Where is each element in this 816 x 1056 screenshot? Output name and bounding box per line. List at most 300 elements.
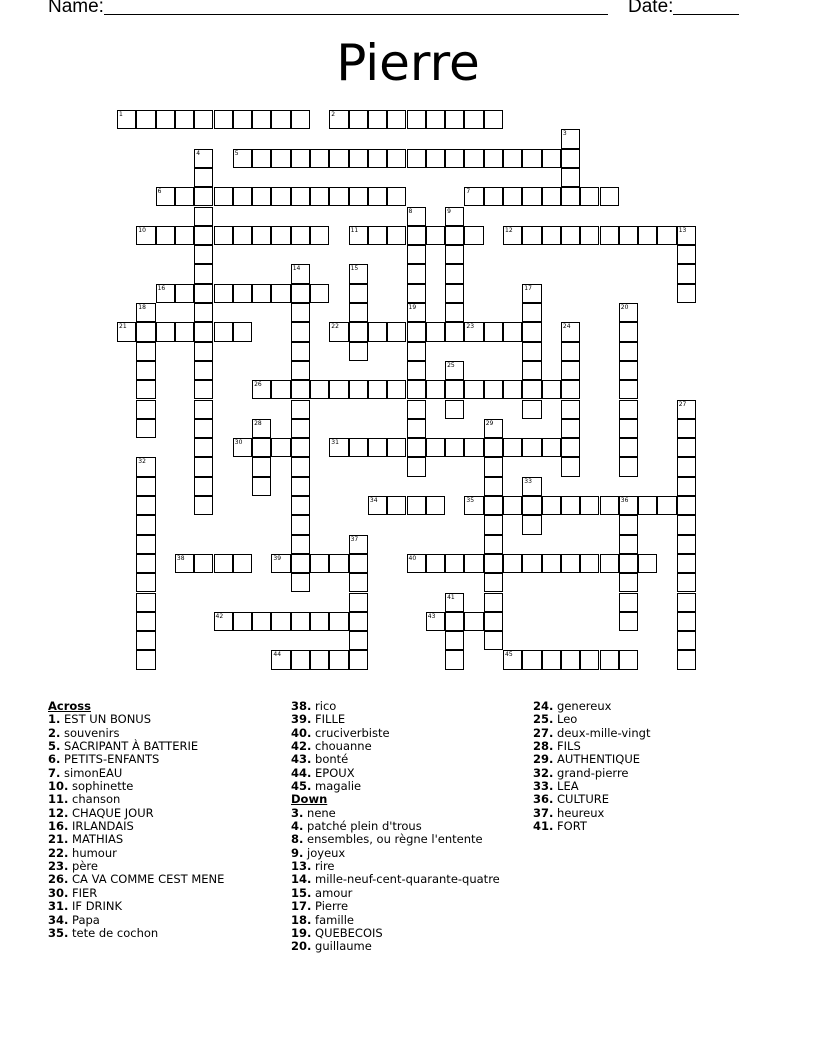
grid-cell[interactable] xyxy=(445,612,464,631)
grid-cell[interactable] xyxy=(194,187,213,206)
grid-cell[interactable] xyxy=(464,496,483,515)
grid-cell[interactable] xyxy=(194,342,213,361)
grid-cell[interactable] xyxy=(522,187,541,206)
grid-cell[interactable] xyxy=(677,650,696,669)
grid-cell[interactable] xyxy=(136,593,155,612)
grid-cell[interactable] xyxy=(484,535,503,554)
grid-cell[interactable] xyxy=(136,110,155,129)
grid-cell[interactable] xyxy=(464,554,483,573)
grid-cell[interactable] xyxy=(291,149,310,168)
grid-cell[interactable] xyxy=(600,187,619,206)
grid-cell[interactable] xyxy=(271,554,290,573)
grid-cell[interactable] xyxy=(194,168,213,187)
grid-cell[interactable] xyxy=(464,380,483,399)
grid-cell[interactable] xyxy=(136,612,155,631)
grid-cell[interactable] xyxy=(252,226,271,245)
grid-cell[interactable] xyxy=(484,322,503,341)
grid-cell[interactable] xyxy=(407,245,426,264)
grid-cell[interactable] xyxy=(252,612,271,631)
grid-cell[interactable] xyxy=(677,438,696,457)
grid-cell[interactable] xyxy=(252,284,271,303)
grid-cell[interactable] xyxy=(445,322,464,341)
grid-cell[interactable] xyxy=(291,554,310,573)
grid-cell[interactable] xyxy=(484,631,503,650)
grid-cell[interactable] xyxy=(329,612,348,631)
grid-cell[interactable] xyxy=(310,284,329,303)
grid-cell[interactable] xyxy=(561,438,580,457)
grid-cell[interactable] xyxy=(561,149,580,168)
grid-cell[interactable] xyxy=(387,226,406,245)
grid-cell[interactable] xyxy=(426,438,445,457)
grid-cell[interactable] xyxy=(426,496,445,515)
grid-cell[interactable] xyxy=(407,496,426,515)
grid-cell[interactable] xyxy=(407,264,426,283)
grid-cell[interactable] xyxy=(677,226,696,245)
grid-cell[interactable] xyxy=(619,535,638,554)
grid-cell[interactable] xyxy=(291,477,310,496)
grid-cell[interactable] xyxy=(677,457,696,476)
grid-cell[interactable] xyxy=(580,496,599,515)
grid-cell[interactable] xyxy=(136,380,155,399)
grid-cell[interactable] xyxy=(368,110,387,129)
grid-cell[interactable] xyxy=(214,322,233,341)
grid-cell[interactable] xyxy=(233,438,252,457)
grid-cell[interactable] xyxy=(522,322,541,341)
grid-cell[interactable] xyxy=(561,457,580,476)
grid-cell[interactable] xyxy=(136,535,155,554)
grid-cell[interactable] xyxy=(349,187,368,206)
grid-cell[interactable] xyxy=(136,477,155,496)
grid-cell[interactable] xyxy=(156,284,175,303)
grid-cell[interactable] xyxy=(291,612,310,631)
grid-cell[interactable] xyxy=(561,322,580,341)
grid-cell[interactable] xyxy=(426,554,445,573)
grid-cell[interactable] xyxy=(600,554,619,573)
grid-cell[interactable] xyxy=(387,149,406,168)
grid-cell[interactable] xyxy=(233,322,252,341)
grid-cell[interactable] xyxy=(407,419,426,438)
grid-cell[interactable] xyxy=(136,361,155,380)
grid-cell[interactable] xyxy=(349,554,368,573)
grid-cell[interactable] xyxy=(387,187,406,206)
grid-cell[interactable] xyxy=(522,438,541,457)
grid-cell[interactable] xyxy=(445,593,464,612)
grid-cell[interactable] xyxy=(464,322,483,341)
grid-cell[interactable] xyxy=(619,380,638,399)
grid-cell[interactable] xyxy=(368,322,387,341)
grid-cell[interactable] xyxy=(580,650,599,669)
grid-cell[interactable] xyxy=(349,110,368,129)
grid-cell[interactable] xyxy=(329,322,348,341)
grid-cell[interactable] xyxy=(136,631,155,650)
grid-cell[interactable] xyxy=(445,264,464,283)
grid-cell[interactable] xyxy=(349,631,368,650)
grid-cell[interactable] xyxy=(136,554,155,573)
grid-cell[interactable] xyxy=(522,515,541,534)
grid-cell[interactable] xyxy=(619,573,638,592)
grid-cell[interactable] xyxy=(214,110,233,129)
grid-cell[interactable] xyxy=(445,110,464,129)
grid-cell[interactable] xyxy=(136,650,155,669)
grid-cell[interactable] xyxy=(407,207,426,226)
grid-cell[interactable] xyxy=(214,284,233,303)
grid-cell[interactable] xyxy=(194,457,213,476)
grid-cell[interactable] xyxy=(136,400,155,419)
grid-cell[interactable] xyxy=(484,554,503,573)
grid-cell[interactable] xyxy=(619,438,638,457)
grid-cell[interactable] xyxy=(349,303,368,322)
grid-cell[interactable] xyxy=(484,110,503,129)
grid-cell[interactable] xyxy=(368,380,387,399)
grid-cell[interactable] xyxy=(291,110,310,129)
grid-cell[interactable] xyxy=(194,226,213,245)
grid-cell[interactable] xyxy=(407,342,426,361)
grid-cell[interactable] xyxy=(407,226,426,245)
grid-cell[interactable] xyxy=(271,149,290,168)
grid-cell[interactable] xyxy=(445,631,464,650)
grid-cell[interactable] xyxy=(214,612,233,631)
grid-cell[interactable] xyxy=(156,322,175,341)
grid-cell[interactable] xyxy=(445,438,464,457)
grid-cell[interactable] xyxy=(484,593,503,612)
grid-cell[interactable] xyxy=(194,110,213,129)
grid-cell[interactable] xyxy=(407,284,426,303)
grid-cell[interactable] xyxy=(542,496,561,515)
grid-cell[interactable] xyxy=(503,496,522,515)
grid-cell[interactable] xyxy=(271,284,290,303)
grid-cell[interactable] xyxy=(407,322,426,341)
grid-cell[interactable] xyxy=(291,380,310,399)
grid-cell[interactable] xyxy=(580,554,599,573)
grid-cell[interactable] xyxy=(407,110,426,129)
grid-cell[interactable] xyxy=(310,650,329,669)
grid-cell[interactable] xyxy=(619,303,638,322)
grid-cell[interactable] xyxy=(503,554,522,573)
grid-cell[interactable] xyxy=(368,496,387,515)
grid-cell[interactable] xyxy=(252,438,271,457)
grid-cell[interactable] xyxy=(214,226,233,245)
grid-cell[interactable] xyxy=(194,149,213,168)
grid-cell[interactable] xyxy=(445,650,464,669)
grid-cell[interactable] xyxy=(619,361,638,380)
grid-cell[interactable] xyxy=(522,496,541,515)
grid-cell[interactable] xyxy=(600,226,619,245)
grid-cell[interactable] xyxy=(619,322,638,341)
grid-cell[interactable] xyxy=(194,322,213,341)
grid-cell[interactable] xyxy=(271,380,290,399)
grid-cell[interactable] xyxy=(522,284,541,303)
grid-cell[interactable] xyxy=(329,380,348,399)
grid-cell[interactable] xyxy=(194,400,213,419)
grid-cell[interactable] xyxy=(484,419,503,438)
grid-cell[interactable] xyxy=(407,457,426,476)
grid-cell[interactable] xyxy=(291,515,310,534)
grid-cell[interactable] xyxy=(657,226,676,245)
grid-cell[interactable] xyxy=(657,496,676,515)
grid-cell[interactable] xyxy=(233,226,252,245)
grid-cell[interactable] xyxy=(561,226,580,245)
grid-cell[interactable] xyxy=(484,187,503,206)
grid-cell[interactable] xyxy=(638,554,657,573)
grid-cell[interactable] xyxy=(484,573,503,592)
grid-cell[interactable] xyxy=(677,400,696,419)
grid-cell[interactable] xyxy=(464,110,483,129)
grid-cell[interactable] xyxy=(291,535,310,554)
grid-cell[interactable] xyxy=(503,187,522,206)
grid-cell[interactable] xyxy=(522,400,541,419)
grid-cell[interactable] xyxy=(291,284,310,303)
grid-cell[interactable] xyxy=(349,342,368,361)
grid-cell[interactable] xyxy=(445,303,464,322)
grid-cell[interactable] xyxy=(677,264,696,283)
grid-cell[interactable] xyxy=(677,284,696,303)
grid-cell[interactable] xyxy=(542,650,561,669)
grid-cell[interactable] xyxy=(619,226,638,245)
grid-cell[interactable] xyxy=(291,457,310,476)
grid-cell[interactable] xyxy=(136,419,155,438)
grid-cell[interactable] xyxy=(464,187,483,206)
grid-cell[interactable] xyxy=(291,573,310,592)
grid-cell[interactable] xyxy=(175,284,194,303)
grid-cell[interactable] xyxy=(407,303,426,322)
grid-cell[interactable] xyxy=(542,438,561,457)
grid-cell[interactable] xyxy=(522,477,541,496)
grid-cell[interactable] xyxy=(619,515,638,534)
grid-cell[interactable] xyxy=(194,284,213,303)
grid-cell[interactable] xyxy=(349,612,368,631)
grid-cell[interactable] xyxy=(271,438,290,457)
grid-cell[interactable] xyxy=(619,400,638,419)
grid-cell[interactable] xyxy=(426,110,445,129)
grid-cell[interactable] xyxy=(214,187,233,206)
grid-cell[interactable] xyxy=(677,245,696,264)
grid-cell[interactable] xyxy=(368,149,387,168)
grid-cell[interactable] xyxy=(426,226,445,245)
grid-cell[interactable] xyxy=(484,380,503,399)
grid-cell[interactable] xyxy=(387,380,406,399)
grid-cell[interactable] xyxy=(156,110,175,129)
grid-cell[interactable] xyxy=(117,322,136,341)
grid-cell[interactable] xyxy=(271,110,290,129)
grid-cell[interactable] xyxy=(464,438,483,457)
grid-cell[interactable] xyxy=(291,419,310,438)
grid-cell[interactable] xyxy=(503,380,522,399)
grid-cell[interactable] xyxy=(677,496,696,515)
grid-cell[interactable] xyxy=(561,187,580,206)
grid-cell[interactable] xyxy=(445,400,464,419)
grid-cell[interactable] xyxy=(619,612,638,631)
grid-cell[interactable] xyxy=(291,650,310,669)
grid-cell[interactable] xyxy=(484,515,503,534)
grid-cell[interactable] xyxy=(677,573,696,592)
grid-cell[interactable] xyxy=(349,650,368,669)
grid-cell[interactable] xyxy=(619,496,638,515)
grid-cell[interactable] xyxy=(484,457,503,476)
grid-cell[interactable] xyxy=(464,612,483,631)
grid-cell[interactable] xyxy=(214,554,233,573)
grid-cell[interactable] xyxy=(561,400,580,419)
grid-cell[interactable] xyxy=(194,496,213,515)
grid-cell[interactable] xyxy=(484,149,503,168)
grid-cell[interactable] xyxy=(271,187,290,206)
grid-cell[interactable] xyxy=(542,226,561,245)
grid-cell[interactable] xyxy=(484,477,503,496)
grid-cell[interactable] xyxy=(484,438,503,457)
grid-cell[interactable] xyxy=(233,612,252,631)
grid-cell[interactable] xyxy=(175,554,194,573)
grid-cell[interactable] xyxy=(117,110,136,129)
grid-cell[interactable] xyxy=(349,264,368,283)
grid-cell[interactable] xyxy=(310,612,329,631)
grid-cell[interactable] xyxy=(387,438,406,457)
grid-cell[interactable] xyxy=(136,496,155,515)
grid-cell[interactable] xyxy=(677,612,696,631)
grid-cell[interactable] xyxy=(503,322,522,341)
grid-cell[interactable] xyxy=(522,554,541,573)
grid-cell[interactable] xyxy=(349,149,368,168)
grid-cell[interactable] xyxy=(194,419,213,438)
grid-cell[interactable] xyxy=(580,187,599,206)
grid-cell[interactable] xyxy=(619,342,638,361)
grid-cell[interactable] xyxy=(407,554,426,573)
grid-cell[interactable] xyxy=(464,149,483,168)
grid-cell[interactable] xyxy=(175,322,194,341)
grid-cell[interactable] xyxy=(252,110,271,129)
grid-cell[interactable] xyxy=(407,438,426,457)
grid-cell[interactable] xyxy=(445,284,464,303)
grid-cell[interactable] xyxy=(136,457,155,476)
grid-cell[interactable] xyxy=(387,110,406,129)
grid-cell[interactable] xyxy=(445,245,464,264)
grid-cell[interactable] xyxy=(619,554,638,573)
grid-cell[interactable] xyxy=(136,226,155,245)
grid-cell[interactable] xyxy=(561,554,580,573)
grid-cell[interactable] xyxy=(349,226,368,245)
grid-cell[interactable] xyxy=(233,110,252,129)
grid-cell[interactable] xyxy=(291,187,310,206)
grid-cell[interactable] xyxy=(194,361,213,380)
grid-cell[interactable] xyxy=(677,477,696,496)
grid-cell[interactable] xyxy=(561,650,580,669)
grid-cell[interactable] xyxy=(387,322,406,341)
grid-cell[interactable] xyxy=(522,380,541,399)
grid-cell[interactable] xyxy=(291,496,310,515)
grid-cell[interactable] xyxy=(194,245,213,264)
grid-cell[interactable] xyxy=(310,226,329,245)
grid-cell[interactable] xyxy=(677,535,696,554)
grid-cell[interactable] xyxy=(194,207,213,226)
grid-cell[interactable] xyxy=(677,554,696,573)
grid-cell[interactable] xyxy=(426,612,445,631)
grid-cell[interactable] xyxy=(291,303,310,322)
grid-cell[interactable] xyxy=(329,650,348,669)
grid-cell[interactable] xyxy=(445,207,464,226)
grid-cell[interactable] xyxy=(349,535,368,554)
grid-cell[interactable] xyxy=(175,110,194,129)
grid-cell[interactable] xyxy=(561,168,580,187)
grid-cell[interactable] xyxy=(407,380,426,399)
grid-cell[interactable] xyxy=(387,496,406,515)
grid-cell[interactable] xyxy=(329,149,348,168)
grid-cell[interactable] xyxy=(407,149,426,168)
grid-cell[interactable] xyxy=(561,380,580,399)
grid-cell[interactable] xyxy=(194,438,213,457)
grid-cell[interactable] xyxy=(638,496,657,515)
grid-cell[interactable] xyxy=(271,226,290,245)
grid-cell[interactable] xyxy=(291,438,310,457)
grid-cell[interactable] xyxy=(542,554,561,573)
grid-cell[interactable] xyxy=(175,226,194,245)
grid-cell[interactable] xyxy=(445,149,464,168)
grid-cell[interactable] xyxy=(677,419,696,438)
grid-cell[interactable] xyxy=(349,438,368,457)
grid-cell[interactable] xyxy=(349,380,368,399)
grid-cell[interactable] xyxy=(233,187,252,206)
grid-cell[interactable] xyxy=(252,477,271,496)
grid-cell[interactable] xyxy=(252,457,271,476)
grid-cell[interactable] xyxy=(368,187,387,206)
grid-cell[interactable] xyxy=(561,342,580,361)
grid-cell[interactable] xyxy=(349,573,368,592)
grid-cell[interactable] xyxy=(522,342,541,361)
grid-cell[interactable] xyxy=(194,554,213,573)
grid-cell[interactable] xyxy=(329,554,348,573)
grid-cell[interactable] xyxy=(445,361,464,380)
grid-cell[interactable] xyxy=(503,650,522,669)
grid-cell[interactable] xyxy=(291,342,310,361)
grid-cell[interactable] xyxy=(484,612,503,631)
grid-cell[interactable] xyxy=(619,593,638,612)
grid-cell[interactable] xyxy=(233,554,252,573)
grid-cell[interactable] xyxy=(503,226,522,245)
grid-cell[interactable] xyxy=(349,322,368,341)
grid-cell[interactable] xyxy=(252,419,271,438)
grid-cell[interactable] xyxy=(291,400,310,419)
grid-cell[interactable] xyxy=(136,515,155,534)
grid-cell[interactable] xyxy=(561,496,580,515)
grid-cell[interactable] xyxy=(542,187,561,206)
grid-cell[interactable] xyxy=(677,631,696,650)
grid-cell[interactable] xyxy=(329,110,348,129)
grid-cell[interactable] xyxy=(136,303,155,322)
grid-cell[interactable] xyxy=(600,650,619,669)
grid-cell[interactable] xyxy=(136,342,155,361)
grid-cell[interactable] xyxy=(619,650,638,669)
grid-cell[interactable] xyxy=(310,380,329,399)
grid-cell[interactable] xyxy=(619,457,638,476)
grid-cell[interactable] xyxy=(522,149,541,168)
grid-cell[interactable] xyxy=(677,515,696,534)
grid-cell[interactable] xyxy=(542,380,561,399)
grid-cell[interactable] xyxy=(368,226,387,245)
grid-cell[interactable] xyxy=(291,322,310,341)
grid-cell[interactable] xyxy=(310,554,329,573)
grid-cell[interactable] xyxy=(291,264,310,283)
grid-cell[interactable] xyxy=(136,573,155,592)
grid-cell[interactable] xyxy=(194,303,213,322)
grid-cell[interactable] xyxy=(368,438,387,457)
grid-cell[interactable] xyxy=(426,149,445,168)
grid-cell[interactable] xyxy=(407,361,426,380)
grid-cell[interactable] xyxy=(136,322,155,341)
grid-cell[interactable] xyxy=(252,149,271,168)
grid-cell[interactable] xyxy=(445,554,464,573)
grid-cell[interactable] xyxy=(522,303,541,322)
grid-cell[interactable] xyxy=(291,361,310,380)
grid-cell[interactable] xyxy=(407,400,426,419)
grid-cell[interactable] xyxy=(503,149,522,168)
grid-cell[interactable] xyxy=(542,149,561,168)
